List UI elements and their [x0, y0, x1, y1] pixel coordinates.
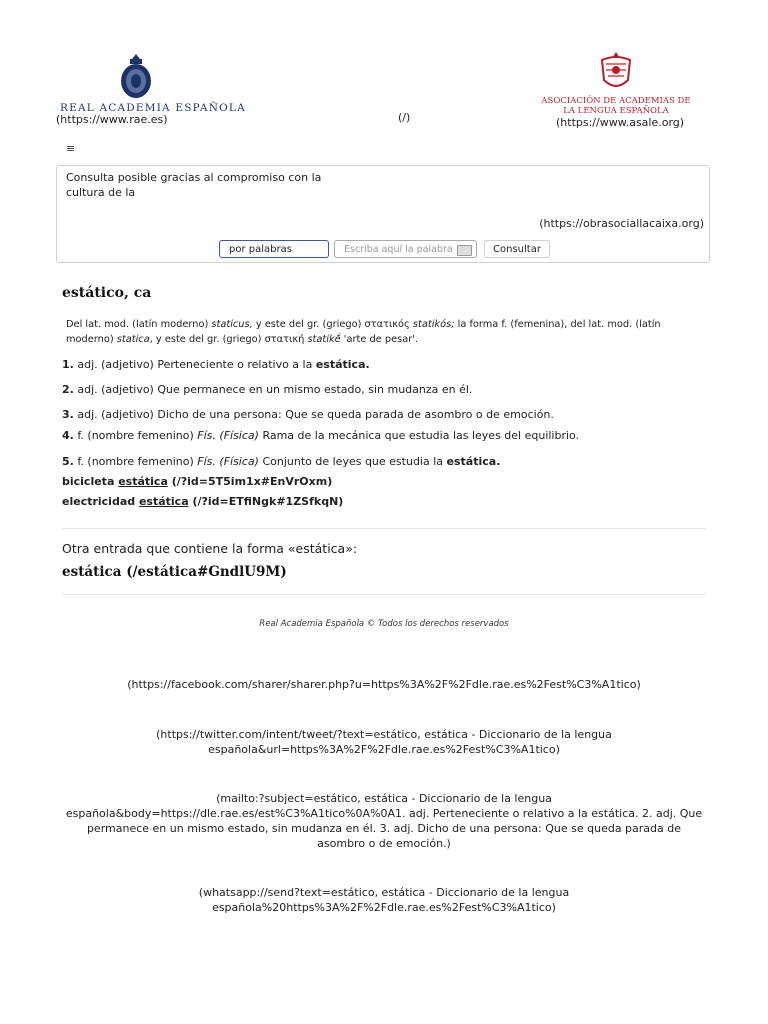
complex-form-href[interactable]: (/?id=ETfiNgk#1ZSfkqN) [188, 495, 344, 508]
etymology [66, 318, 706, 347]
rae-crest-icon [118, 52, 154, 100]
etym-text: , y este del gr. (griego) στατική [149, 333, 308, 345]
complex-form-link[interactable]: estática [138, 495, 189, 508]
divider [62, 594, 706, 595]
asale-crest-icon [596, 50, 636, 94]
definition-category: f. (nombre femenino) [73, 455, 198, 468]
etym-latin: staticus, [211, 319, 253, 330]
definition-4 [62, 429, 712, 443]
definition-field: Fís. (Física) [197, 429, 259, 442]
search-input-placeholder: Escriba aquí la palabra [344, 244, 453, 255]
definition-text: Conjunto de leyes que estudia la [258, 455, 447, 468]
complex-form-href[interactable]: (/?id=5T5im1x#EnVrOxm) [167, 475, 333, 488]
definition-text: Rama de la mecánica que estudia las leyes del equilibrio. [258, 429, 580, 442]
definition-term: estática. [446, 455, 501, 468]
search-input[interactable] [334, 240, 477, 258]
definition-number: 4. [62, 429, 74, 442]
rae-link[interactable]: (https://www.rae.es) [56, 113, 168, 126]
definition-number: 1. [62, 358, 74, 371]
definition-number: 3. [62, 408, 74, 421]
etym-text: y este del gr. (griego) στατικός [252, 319, 413, 330]
sponsor-link[interactable]: (https://obrasociallacaixa.org) [539, 217, 704, 230]
complex-form-link[interactable]: estática [118, 475, 168, 488]
sponsor-message: Consulta posible gracias al compromiso con la cultura de la [66, 171, 322, 199]
complex-form-text: bicicleta [62, 475, 119, 488]
definition-3 [62, 408, 712, 422]
search-mode-select[interactable]: por palabras [219, 240, 329, 258]
complex-form-electricidad-estatica [62, 495, 712, 509]
asale-link[interactable]: (https://www.asale.org) [556, 116, 685, 129]
share-facebook-link[interactable]: (https://facebook.com/sharer/sharer.php?u=https%3A%2F%2Fdle.rae.es%2Fest%C3%A1tico) [127, 678, 641, 691]
divider [62, 528, 706, 529]
definition-category: adj. (adjetivo) [73, 383, 158, 396]
definition-2 [62, 383, 712, 397]
definition-5 [62, 455, 712, 469]
definition-number: 2. [62, 383, 74, 396]
definition-category: adj. (adjetivo) [73, 358, 158, 371]
definition-text: Que permanece en un mismo estado, sin mudanza en él. [157, 383, 473, 396]
definition-field: Fís. (Física) [197, 455, 259, 468]
etym-text: la forma f. (femenina), del lat. mod. (latín moderno) [66, 319, 661, 345]
definition-category: adj. (adjetivo) [73, 408, 158, 421]
definition-term: estática. [315, 358, 370, 371]
definition-category: f. (nombre femenino) [73, 429, 198, 442]
copyright: Real Academia Española © Todos los derechos reservados [259, 619, 509, 629]
search-button[interactable]: Consultar [484, 240, 550, 258]
etym-text: Del lat. mod. (latín moderno) [66, 319, 212, 330]
definition-text: Dicho de una persona: Que se queda parada de asombro o de emoción. [157, 408, 554, 421]
definition-number: 5. [62, 455, 74, 468]
headword: estático, ca [62, 285, 152, 301]
complex-form-bicicleta-estatica [62, 475, 712, 489]
etym-text: 'arte de pesar'. [340, 333, 419, 345]
asale-logo-text: ASOCIACIÓN DE ACADEMIAS DE LA LENGUA ESPAÑOLA [541, 96, 691, 116]
etym-greek: statikḗ [307, 333, 341, 345]
rae-logo-text: REAL ACADEMIA ESPAÑOLA [60, 102, 246, 114]
etym-greek: statikós; [412, 319, 455, 330]
definition-text: Perteneciente o relativo a la [157, 358, 316, 371]
home-link[interactable]: (/) [398, 111, 411, 124]
other-entry-link[interactable]: estática (/estática#GndlU9M) [62, 564, 287, 580]
other-entries-title: Otra entrada que contiene la forma «estática»: [62, 541, 358, 556]
share-whatsapp-link[interactable]: (whatsapp://send?text=estático, estática - Diccionario de la lengua española%20https%3A%2F%2Fdle.rae.es%2Fest%C3%A1tico) [198, 886, 570, 914]
definition-1 [62, 358, 712, 372]
rae-logo[interactable] [58, 52, 246, 116]
keyboard-icon[interactable] [457, 245, 472, 256]
share-email-link[interactable]: (mailto:?subject=estático, estática - Diccionario de la lengua española&body=https://dle.rae.es/est%C3%A1tico%0A%0A1. adj. Perteneciente o relativo a la estática. 2. adj. Que permanece en un mismo estado, sin mudanza en él. 3. adj. Dicho de una persona: Que se queda parada de asombro o de emoción.) [65, 792, 703, 850]
share-twitter-link[interactable]: (https://twitter.com/intent/tweet/?text=estático, estática - Diccionario de la lengua española&url=https%3A%2F%2Fdle.rae.es%2Fest%C3%A1tico) [156, 728, 612, 756]
menu-icon[interactable]: ≡ [66, 142, 76, 155]
asale-logo[interactable] [538, 50, 698, 120]
complex-form-text: electricidad [62, 495, 139, 508]
etym-latin: statica [116, 333, 150, 345]
